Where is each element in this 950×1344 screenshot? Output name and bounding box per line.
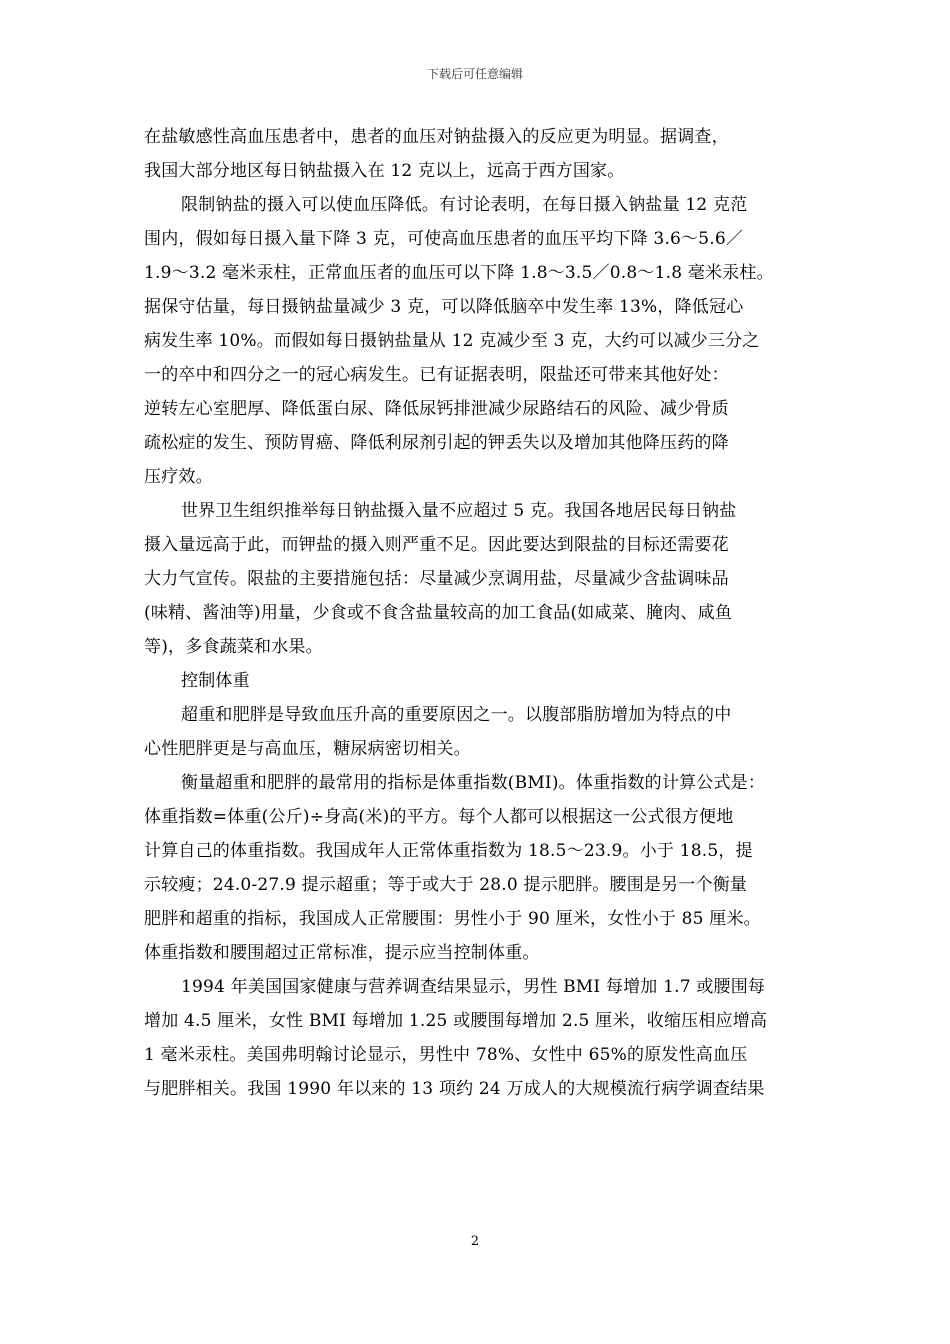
text-line: 在盐敏感性高血压患者中，患者的血压对钠盐摄入的反应更为明显。据调查， xyxy=(144,127,729,147)
text-line: 超重和肥胖是导致血压升高的重要原因之一。以腹部脂肪增加为特点的中 xyxy=(181,705,732,725)
text-line: 1 毫米汞柱。美国弗明翰讨论显示，男性中 78%、女性中 65%的原发性高血压 xyxy=(144,1045,748,1065)
section-heading: 控制体重 xyxy=(181,671,250,691)
page-number: 2 xyxy=(470,1234,480,1249)
text-line: 示较瘦；24.0-27.9 提示超重；等于或大于 28.0 提示肥胖。腰围是另一个衡量 xyxy=(144,875,748,895)
text-line: 大力气宣传。限盐的主要措施包括：尽量减少烹调用盐，尽量减少含盐调味品 xyxy=(144,569,729,589)
text-line: 衡量超重和肥胖的最常用的指标是体重指数(BMI)。体重指数的计算公式是： xyxy=(181,773,766,793)
text-line: 我国大部分地区每日钠盐摄入在 12 克以上，远高于西方国家。 xyxy=(144,161,625,181)
text-line: 与肥胖相关。我国 1990 年以来的 13 项约 24 万成人的大规模流行病学调查结果 xyxy=(144,1079,765,1099)
page-header: 下载后可任意编辑 xyxy=(426,67,523,81)
text-line: 等)，多食蔬菜和水果。 xyxy=(144,637,323,657)
document-body xyxy=(144,120,806,1106)
text-line: 体重指数=体重(公斤)÷身高(米)的平方。每个人都可以根据这一公式很方便地 xyxy=(144,807,734,827)
text-line: 病发生率 10%。而假如每日摄钠盐量从 12 克减少至 3 克，大约可以减少三分之 xyxy=(144,331,760,351)
text-line: 逆转左心室肥厚、降低蛋白尿、降低尿钙排泄减少尿路结石的风险、减少骨质 xyxy=(144,399,729,419)
text-line: 心性肥胖更是与高血压，糖尿病密切相关。 xyxy=(144,739,471,759)
text-line: 据保守估量，每日摄钠盐量减少 3 克，可以降低脑卒中发生率 13%，降低冠心 xyxy=(144,297,744,317)
text-line: 限制钠盐的摄入可以使血压降低。有讨论表明，在每日摄入钠盐量 12 克范 xyxy=(181,195,748,215)
text-line: 1.9～3.2 毫米汞柱，正常血压者的血压可以下降 1.8～3.5／0.8～1.8 毫米汞柱。 xyxy=(144,263,774,283)
text-line: 计算自己的体重指数。我国成年人正常体重指数为 18.5～23.9。小于 18.5，提 xyxy=(144,841,753,861)
text-line: 摄入量远高于此，而钾盐的摄入则严重不足。因此要达到限盐的目标还需要花 xyxy=(144,535,729,555)
text-line: 围内，假如每日摄入量下降 3 克，可使高血压患者的血压平均下降 3.6～5.6／ xyxy=(144,229,744,249)
text-line: 增加 4.5 厘米，女性 BMI 每增加 1.25 或腰围每增加 2.5 厘米，收缩压相应增高 xyxy=(144,1011,768,1031)
text-line: 1994 年美国国家健康与营养调查结果显示，男性 BMI 每增加 1.7 或腰围每 xyxy=(181,977,766,997)
text-line: 世界卫生组织推举每日钠盐摄入量不应超过 5 克。我国各地居民每日钠盐 xyxy=(181,501,737,521)
text-line: 压疗效。 xyxy=(144,467,213,487)
text-line: 肥胖和超重的指标，我国成人正常腰围：男性小于 90 厘米，女性小于 85 厘米。 xyxy=(144,909,761,929)
text-line: (味精、酱油等)用量，少食或不食含盐量较高的加工食品(如咸菜、腌肉、咸鱼 xyxy=(144,603,733,623)
text-line: 疏松症的发生、预防胃癌、降低利尿剂引起的钾丢失以及增加其他降压药的降 xyxy=(144,433,729,453)
text-line: 体重指数和腰围超过正常标准，提示应当控制体重。 xyxy=(144,943,540,963)
text-line: 一的卒中和四分之一的冠心病发生。已有证据表明，限盐还可带来其他好处： xyxy=(144,365,729,385)
